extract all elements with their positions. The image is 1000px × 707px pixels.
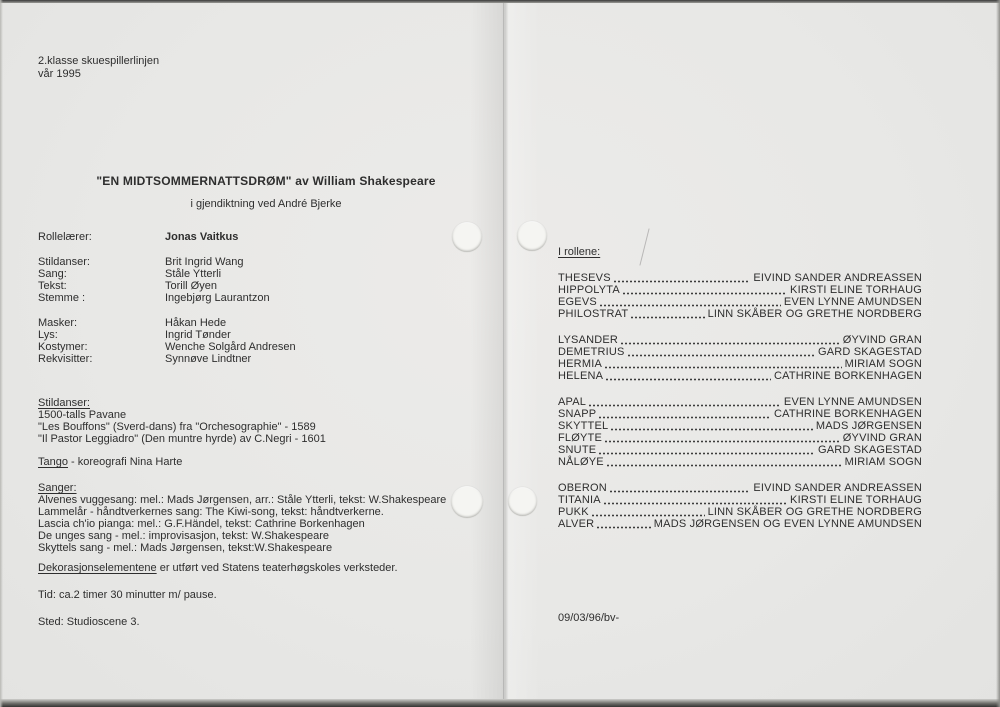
term-line: vår 1995 (38, 68, 81, 80)
staff-person-name: Ståle Ytterli (165, 268, 222, 280)
cast-row (558, 284, 922, 296)
cast-role: PHILOSTRAT (558, 308, 629, 320)
song-line: Lascia ch'io pianga: mel.: G.F.Händel, tekst: Cathrine Borkenhagen (38, 518, 365, 530)
cast-actor-name: ØYVIND GRAN (842, 432, 922, 444)
songs-section (38, 482, 447, 554)
cast-role: LYSANDER (558, 334, 619, 346)
cast-group-fairies (558, 482, 922, 530)
cast-row (558, 444, 922, 456)
dot-leader (592, 514, 705, 517)
cast-row (558, 482, 922, 494)
cast-actor-name: CATHRINE BORKENHAGEN (773, 370, 922, 382)
scan-edge-right (996, 0, 1000, 707)
decoration-text: er utført ved Statens teaterhøgskoles verksteder. (156, 562, 398, 574)
dot-leader (631, 316, 704, 319)
cast-actor-name: EIVIND SANDER ANDREASSEN (753, 482, 922, 494)
cast-role: OBERON (558, 482, 607, 494)
dot-leader (610, 490, 751, 493)
dot-leader (606, 378, 771, 381)
staff-group-production (38, 317, 296, 365)
staff-group-director (38, 231, 296, 243)
staff-person-name: Ingrid Tønder (165, 329, 231, 341)
dot-leader (628, 354, 815, 357)
cast-role: THESEVS (558, 272, 611, 284)
punch-hole (452, 222, 482, 252)
staff-role-label: Lys: (38, 329, 58, 341)
dot-leader (605, 440, 840, 443)
duration-line: Tid: ca.2 timer 30 minutter m/ pause. (38, 589, 217, 601)
cast-actor-name: LINN SKÅBER OG GRETHE NORDBERG (707, 308, 922, 320)
cast-actor-name: EVEN LYNNE AMUNDSEN (783, 296, 922, 308)
dot-leader (605, 366, 842, 369)
cast-actor-name: ØYVIND GRAN (842, 334, 922, 346)
staff-person-name: Torill Øyen (165, 280, 217, 292)
cast-actor-name: MADS JØRGENSEN (815, 420, 922, 432)
dot-leader (589, 404, 781, 407)
cast-actor-name: KIRSTI ELINE TORHAUG (790, 284, 922, 296)
cast-section (558, 246, 600, 258)
staff-row (38, 231, 296, 243)
cast-actor-name: GARD SKAGESTAD (817, 346, 922, 358)
cast-role: DEMETRIUS (558, 346, 625, 358)
cast-row (558, 518, 922, 530)
center-fold-line (503, 0, 504, 707)
scan-edge-top (0, 0, 1000, 3)
tango-text: - koreografi Nina Harte (67, 456, 183, 468)
staff-role-label: Rollelærer: (38, 231, 92, 243)
decoration-note (38, 562, 398, 574)
staff-row (38, 280, 296, 292)
cast-role: FLØYTE (558, 432, 602, 444)
cast-actor-name: LINN SKÅBER OG GRETHE NORDBERG (707, 506, 922, 518)
punch-hole (517, 221, 547, 251)
staff-person-name: Håkan Hede (165, 317, 227, 329)
cast-role: NÅLØYE (558, 456, 604, 468)
cast-actor-name: GARD SKAGESTAD (817, 444, 922, 456)
play-title: "EN MIDTSOMMERNATTSDRØM" av William Shakespeare (96, 174, 436, 188)
venue-line: Sted: Studioscene 3. (38, 616, 140, 628)
scan-edge-left (0, 0, 3, 707)
cast-role: EGEVS (558, 296, 597, 308)
staff-role-label: Stemme : (38, 292, 86, 304)
cast-row (558, 358, 922, 370)
play-title-block (66, 174, 466, 210)
staff-row (38, 317, 296, 329)
dot-leader (597, 526, 651, 529)
dot-leader (623, 292, 787, 295)
tango-line (38, 456, 182, 468)
cast-group-mechanicals (558, 396, 922, 468)
class-term-header (38, 55, 159, 81)
cast-row (558, 396, 922, 408)
song-line: Alvenes vuggesang: mel.: Mads Jørgensen, arr.: Ståle Ytterli, tekst: W.Shakespeare (38, 494, 447, 506)
cast-row (558, 296, 922, 308)
scan-edge-bottom (0, 699, 1000, 707)
play-subtitle: i gjendiktning ved André Bjerke (190, 198, 342, 210)
cast-role: APAL (558, 396, 587, 408)
tango-heading: Tango (38, 456, 68, 468)
staff-row (38, 341, 296, 353)
staff-person-name: Synnøve Lindtner (165, 353, 252, 365)
staff-person-name: Jonas Vaitkus (165, 231, 239, 243)
stildans-line: 1500-talls Pavane (38, 409, 127, 421)
cast-role: ALVER (558, 518, 595, 530)
cast-role: PUKK (558, 506, 589, 518)
cast-actor-name: MIRIAM SOGN (844, 456, 922, 468)
cast-role: HELENA (558, 370, 604, 382)
staff-row (38, 292, 296, 304)
cast-role: HERMIA (558, 358, 602, 370)
song-line: De unges sang - mel.: improvisasjon, tekst: W.Shakespeare (38, 530, 330, 542)
staff-row (38, 256, 296, 268)
dot-leader (604, 502, 787, 505)
dot-leader (599, 452, 815, 455)
cast-group-lovers (558, 334, 922, 382)
song-line: Lammelår - håndtverkernes sang: The Kiwi-song, tekst: håndtverkerne. (38, 506, 384, 518)
decoration-heading: Dekorasjonselementene (38, 562, 157, 574)
stildans-line: "Les Bouffons" (Sverd-dans) fra "Orchesographie" - 1589 (38, 421, 316, 433)
cast-row (558, 408, 922, 420)
center-fold-shading (470, 0, 540, 707)
cast-role: TITANIA (558, 494, 601, 506)
cast-row (558, 506, 922, 518)
dot-leader (600, 304, 781, 307)
staff-person-name: Brit Ingrid Wang (165, 256, 244, 268)
dot-leader (614, 280, 751, 283)
dot-leader (621, 342, 840, 345)
cast-actor-name: CATHRINE BORKENHAGEN (773, 408, 922, 420)
punch-hole (508, 487, 537, 516)
punch-hole (451, 486, 483, 518)
cast-row (558, 370, 922, 382)
cast-actor-name: MIRIAM SOGN (844, 358, 922, 370)
songs-heading: Sanger: (38, 482, 77, 494)
cast-role: HIPPOLYTA (558, 284, 620, 296)
cast-row (558, 432, 922, 444)
staff-person-name: Ingebjørg Laurantzon (165, 292, 270, 304)
stildans-lines (38, 409, 326, 445)
staff-group-coaches (38, 256, 296, 304)
cast-row (558, 494, 922, 506)
staff-role-label: Tekst: (38, 280, 67, 292)
staff-list (38, 231, 296, 378)
paper-crease (639, 228, 649, 265)
staff-role-label: Rekvisitter: (38, 353, 93, 365)
cast-role: SKYTTEL (558, 420, 609, 432)
cast-actor-name: MADS JØRGENSEN OG EVEN LYNNE AMUNDSEN (653, 518, 922, 530)
staff-role-label: Stildanser: (38, 256, 90, 268)
staff-role-label: Kostymer: (38, 341, 88, 353)
cast-actor-name: KIRSTI ELINE TORHAUG (790, 494, 922, 506)
cast-row (558, 334, 922, 346)
songs-lines (38, 494, 447, 554)
staff-row (38, 329, 296, 341)
dot-leader (611, 428, 813, 431)
cast-row (558, 456, 922, 468)
cast-row (558, 346, 922, 358)
staff-person-name: Wenche Solgård Andresen (165, 341, 296, 353)
class-line: 2.klasse skuespillerlinjen (38, 55, 160, 67)
cast-list (558, 272, 922, 544)
stildans-heading: Stildanser: (38, 397, 90, 409)
song-line: Skyttels sang - mel.: Mads Jørgensen, tekst:W.Shakespeare (38, 542, 333, 554)
cast-row (558, 272, 922, 284)
staff-row (38, 268, 296, 280)
staff-row (38, 353, 296, 365)
dot-leader (599, 416, 771, 419)
date-stamp: 09/03/96/bv- (558, 612, 620, 624)
cast-group-court (558, 272, 922, 320)
cast-actor-name: EIVIND SANDER ANDREASSEN (753, 272, 922, 284)
cast-heading: I rollene: (558, 246, 601, 258)
cast-role: SNAPP (558, 408, 597, 420)
cast-actor-name: EVEN LYNNE AMUNDSEN (783, 396, 922, 408)
stildans-section (38, 397, 326, 445)
staff-role-label: Masker: (38, 317, 78, 329)
cast-row (558, 420, 922, 432)
dot-leader (607, 464, 842, 467)
cast-role: SNUTE (558, 444, 597, 456)
staff-role-label: Sang: (38, 268, 67, 280)
stildans-line: "Il Pastor Leggiadro" (Den muntre hyrde) av C.Negri - 1601 (38, 433, 326, 445)
cast-row (558, 308, 922, 320)
